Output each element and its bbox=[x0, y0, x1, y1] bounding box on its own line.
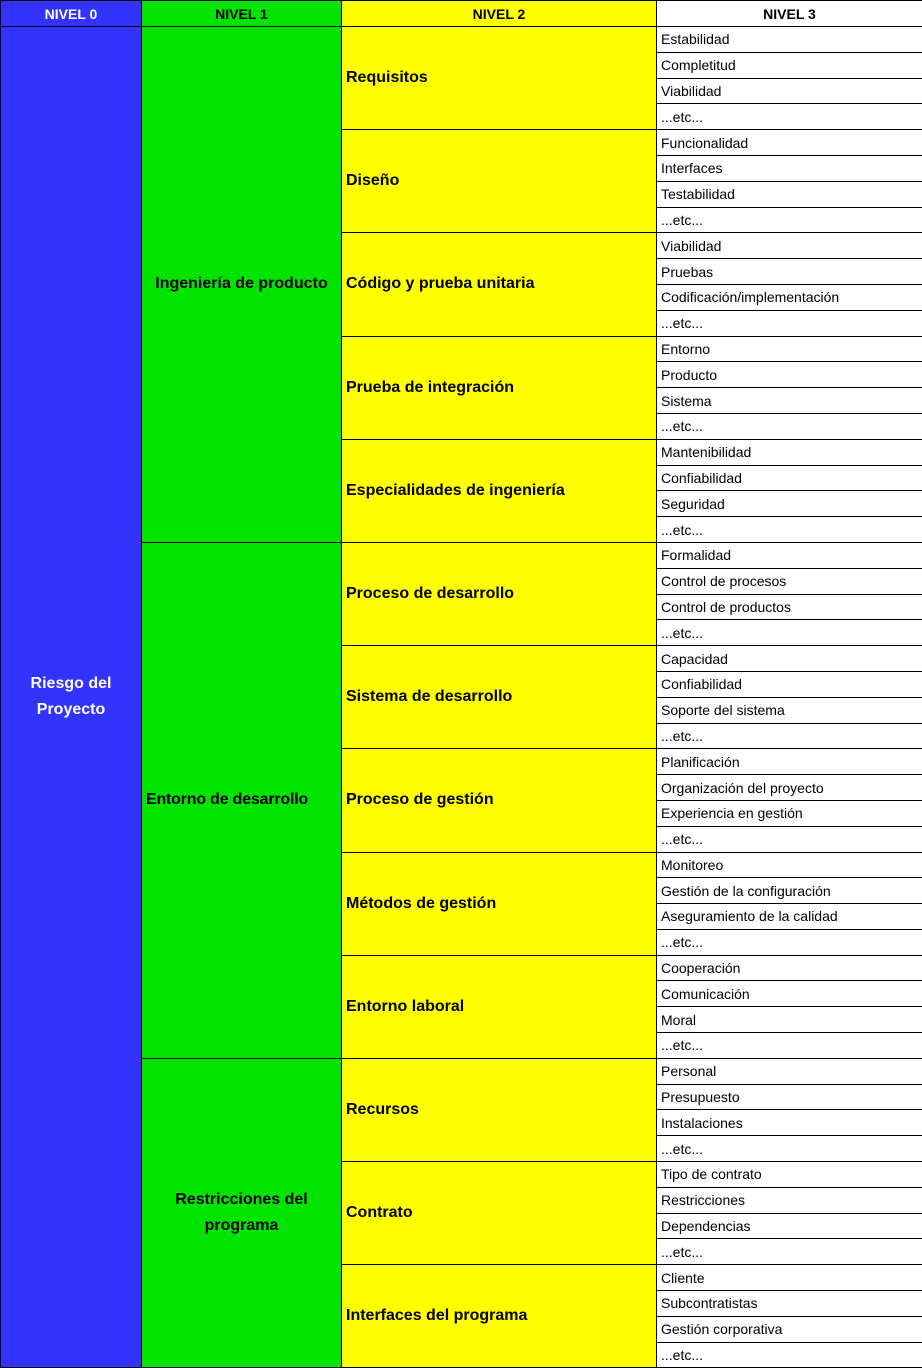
nivel-3-cell: Control de productos bbox=[657, 594, 922, 620]
nivel-3-cell: ...etc... bbox=[657, 826, 922, 852]
nivel-3-cell: Capacidad bbox=[657, 646, 922, 672]
nivel-3-cell: ...etc... bbox=[657, 207, 922, 233]
nivel-3-cell: Completitud bbox=[657, 52, 922, 78]
nivel-3-cell: Monitoreo bbox=[657, 852, 922, 878]
nivel-2-cell: Sistema de desarrollo bbox=[342, 646, 657, 749]
nivel-3-cell: ...etc... bbox=[657, 310, 922, 336]
nivel-3-cell: ...etc... bbox=[657, 1342, 922, 1368]
nivel-2-cell: Métodos de gestión bbox=[342, 852, 657, 955]
header-row bbox=[1, 1, 922, 27]
nivel-3-cell: ...etc... bbox=[657, 1033, 922, 1059]
nivel-2-cell: Proceso de desarrollo bbox=[342, 542, 657, 645]
nivel-3-cell: ...etc... bbox=[657, 929, 922, 955]
nivel-3-cell: ...etc... bbox=[657, 517, 922, 543]
nivel-3-cell: Producto bbox=[657, 362, 922, 388]
nivel-3-cell: Cliente bbox=[657, 1265, 922, 1291]
nivel-1-cell: Ingeniería de producto bbox=[142, 27, 342, 543]
nivel-3-cell: Cooperación bbox=[657, 955, 922, 981]
nivel-3-cell: Confiabilidad bbox=[657, 465, 922, 491]
nivel-2-cell: Recursos bbox=[342, 1058, 657, 1161]
nivel-3-cell: Sistema bbox=[657, 388, 922, 414]
nivel-3-cell: Dependencias bbox=[657, 1213, 922, 1239]
nivel-3-cell: Gestión corporativa bbox=[657, 1316, 922, 1342]
nivel-2-cell: Requisitos bbox=[342, 27, 657, 130]
nivel-3-cell: Comunicación bbox=[657, 981, 922, 1007]
nivel-3-cell: Control de procesos bbox=[657, 568, 922, 594]
nivel-2-cell: Interfaces del programa bbox=[342, 1265, 657, 1368]
nivel-3-cell: Viabilidad bbox=[657, 78, 922, 104]
nivel-3-cell: ...etc... bbox=[657, 723, 922, 749]
nivel-3-cell: Instalaciones bbox=[657, 1110, 922, 1136]
nivel-0-cell: Riesgo del Proyecto bbox=[1, 27, 142, 1368]
nivel-3-cell: Seguridad bbox=[657, 491, 922, 517]
nivel-3-cell: Tipo de contrato bbox=[657, 1162, 922, 1188]
nivel-3-cell: Aseguramiento de la calidad bbox=[657, 904, 922, 930]
nivel-3-cell: ...etc... bbox=[657, 620, 922, 646]
nivel-3-cell: Moral bbox=[657, 1007, 922, 1033]
header-nivel-3: NIVEL 3 bbox=[657, 1, 922, 27]
header-nivel-0: NIVEL 0 bbox=[1, 1, 142, 27]
nivel-3-cell: ...etc... bbox=[657, 413, 922, 439]
nivel-3-cell: Formalidad bbox=[657, 542, 922, 568]
table-header bbox=[1, 1, 922, 27]
nivel-3-cell: Planificación bbox=[657, 749, 922, 775]
header-nivel-1: NIVEL 1 bbox=[142, 1, 342, 27]
nivel-3-cell: Codificación/implementación bbox=[657, 284, 922, 310]
nivel-3-cell: Restricciones bbox=[657, 1187, 922, 1213]
nivel-2-cell: Contrato bbox=[342, 1162, 657, 1265]
nivel-1-cell: Entorno de desarrollo bbox=[142, 542, 342, 1058]
nivel-3-cell: Subcontratistas bbox=[657, 1291, 922, 1317]
nivel-3-cell: Confiabilidad bbox=[657, 671, 922, 697]
nivel-3-cell: Experiencia en gestión bbox=[657, 800, 922, 826]
nivel-3-cell: Mantenibilidad bbox=[657, 439, 922, 465]
nivel-3-cell: ...etc... bbox=[657, 1136, 922, 1162]
nivel-3-cell: Entorno bbox=[657, 336, 922, 362]
nivel-2-cell: Proceso de gestión bbox=[342, 749, 657, 852]
nivel-2-cell: Prueba de integración bbox=[342, 336, 657, 439]
nivel-2-cell: Entorno laboral bbox=[342, 955, 657, 1058]
nivel-3-cell: Testabilidad bbox=[657, 181, 922, 207]
nivel-2-cell: Código y prueba unitaria bbox=[342, 233, 657, 336]
nivel-3-cell: Organización del proyecto bbox=[657, 775, 922, 801]
nivel-2-cell: Diseño bbox=[342, 130, 657, 233]
nivel-3-cell: Viabilidad bbox=[657, 233, 922, 259]
nivel-3-cell: ...etc... bbox=[657, 104, 922, 130]
nivel-3-cell: Funcionalidad bbox=[657, 130, 922, 156]
table-body bbox=[1, 27, 922, 1368]
nivel-3-cell: Gestión de la configuración bbox=[657, 878, 922, 904]
nivel-1-cell: Restricciones del programa bbox=[142, 1058, 342, 1368]
nivel-2-cell: Especialidades de ingeniería bbox=[342, 439, 657, 542]
nivel-3-cell: Estabilidad bbox=[657, 27, 922, 53]
table-row bbox=[1, 27, 922, 53]
nivel-3-cell: ...etc... bbox=[657, 1239, 922, 1265]
nivel-3-cell: Interfaces bbox=[657, 155, 922, 181]
nivel-3-cell: Personal bbox=[657, 1058, 922, 1084]
nivel-3-cell: Soporte del sistema bbox=[657, 697, 922, 723]
nivel-3-cell: Pruebas bbox=[657, 259, 922, 285]
header-nivel-2: NIVEL 2 bbox=[342, 1, 657, 27]
nivel-3-cell: Presupuesto bbox=[657, 1084, 922, 1110]
